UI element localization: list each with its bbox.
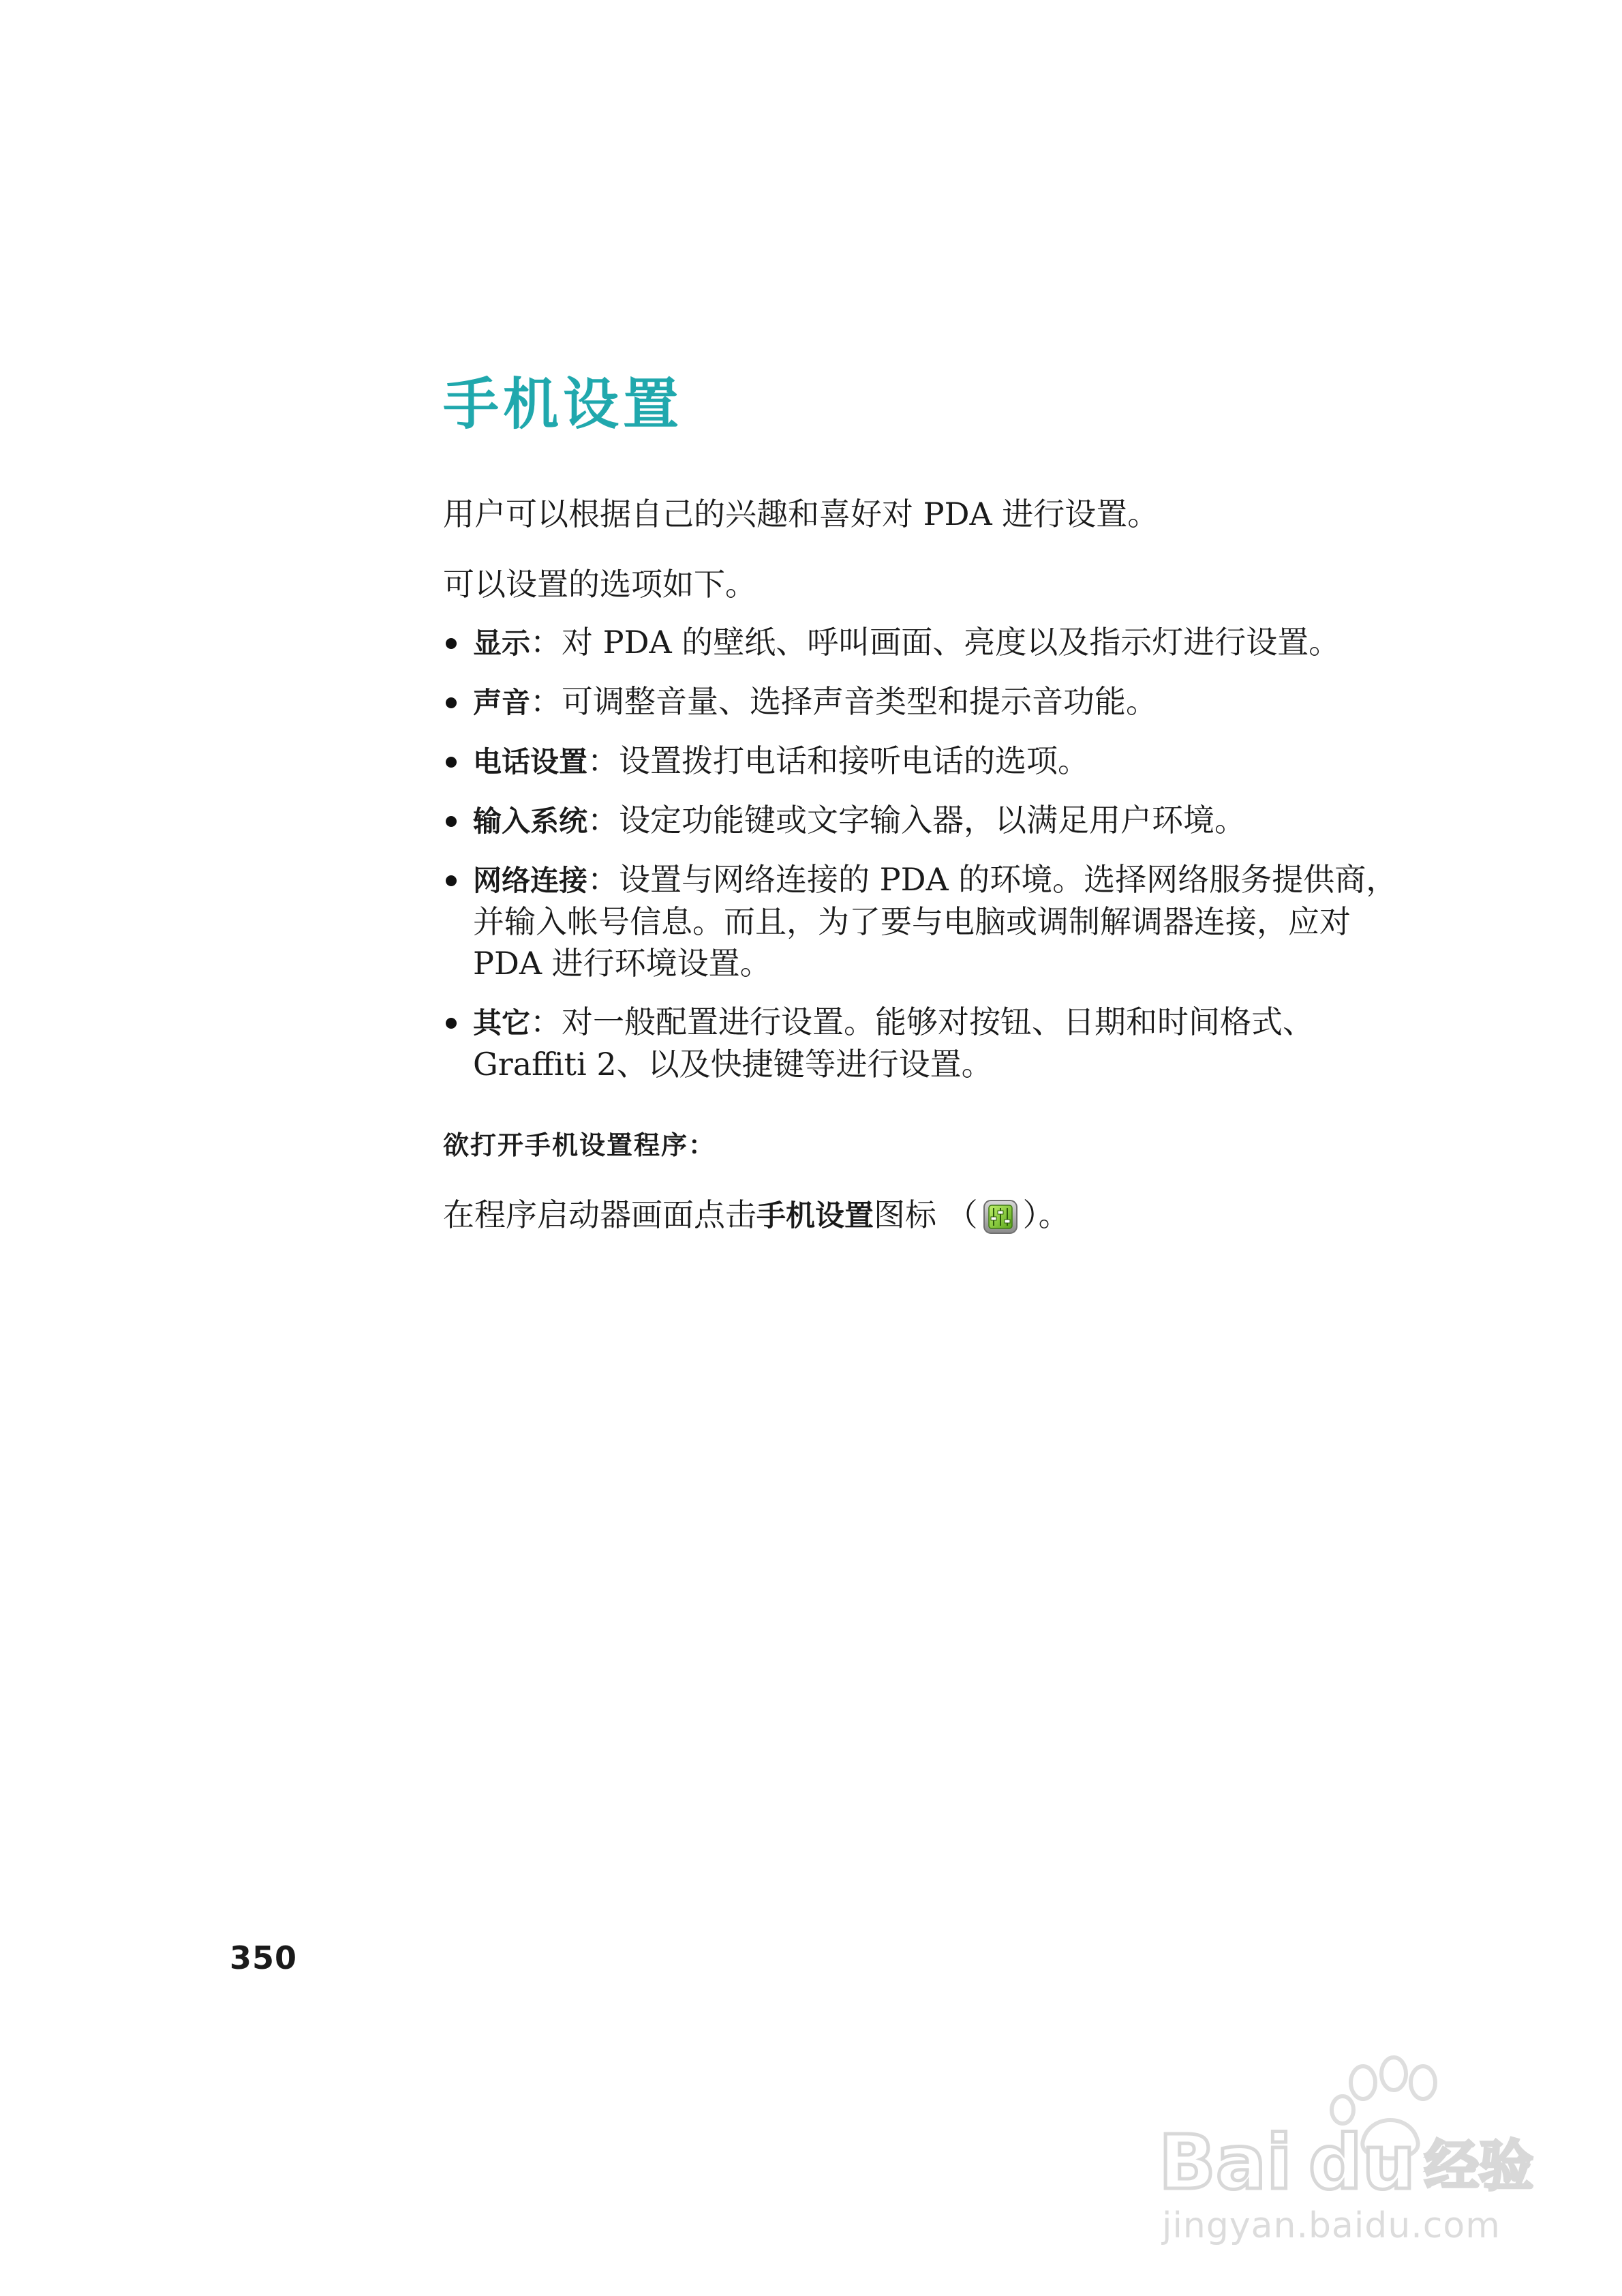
option-term: 电话设置 (473, 745, 588, 779)
option-item-network (443, 859, 1411, 984)
svg-text:du: du (1309, 2119, 1416, 2206)
option-item-other (443, 1001, 1411, 1085)
svg-text:经验: 经验 (1424, 2134, 1533, 2198)
option-desc: 对 PDA 的壁纸、呼叫画面、亮度以及指示灯进行设置。 (562, 624, 1341, 661)
step-text: 在程序启动器画面点击 (443, 1196, 756, 1233)
svg-text:Bai: Bai (1159, 2119, 1292, 2206)
intro-paragraph: 用户可以根据自己的兴趣和喜好对 PDA 进行设置。 (443, 496, 1159, 532)
option-term: 显示 (473, 626, 531, 660)
option-desc: 设定功能键或文字输入器，以满足用户环境。 (619, 802, 1246, 839)
page-number: 350 (230, 1939, 298, 1976)
option-item-input (443, 800, 1411, 842)
page-title: 手机设置 (443, 372, 684, 437)
option-term: 输入系统 (473, 804, 588, 838)
option-desc: 设置拨打电话和接听电话的选项。 (619, 742, 1090, 779)
option-sep: ： (530, 1003, 562, 1040)
option-item-display (443, 622, 1411, 664)
watermark-domain: jingyan.baidu.com (1162, 2205, 1501, 2246)
phone-settings-icon (982, 1198, 1019, 1235)
option-sep: ： (530, 683, 562, 720)
procedure-heading: 欲打开手机设置程序： (443, 1130, 716, 1160)
options-intro: 可以设置的选项如下。 (443, 566, 756, 603)
option-sep: ： (587, 742, 619, 779)
option-sep: ： (587, 861, 619, 898)
option-desc: 设置与网络连接的 PDA 的环境。选择网络服务提供商，并输入帐号信息。而且，为了要与电脑或调制解调器连接，应对 PDA 进行环境设置。 (473, 861, 1398, 982)
settings-option-list (443, 622, 1411, 1102)
option-term: 其它 (473, 1006, 531, 1040)
option-term: 声音 (473, 686, 531, 719)
step-text-end: ）。 (1022, 1196, 1070, 1233)
step-app-name: 手机设置 (756, 1199, 874, 1233)
option-item-sound (443, 681, 1411, 723)
option-desc: 对一般配置进行设置。能够对按钮、日期和时间格式、Graffiti 2、以及快捷键等进行设置。 (473, 1003, 1315, 1083)
option-sep: ： (587, 802, 619, 839)
option-item-phone (443, 740, 1411, 783)
option-desc: 可调整音量、选择声音类型和提示音功能。 (562, 683, 1158, 720)
step-text-after: 图标 （ (874, 1196, 978, 1233)
option-term: 网络连接 (473, 864, 588, 897)
procedure-step (443, 1193, 1070, 1238)
option-sep: ： (530, 624, 562, 661)
